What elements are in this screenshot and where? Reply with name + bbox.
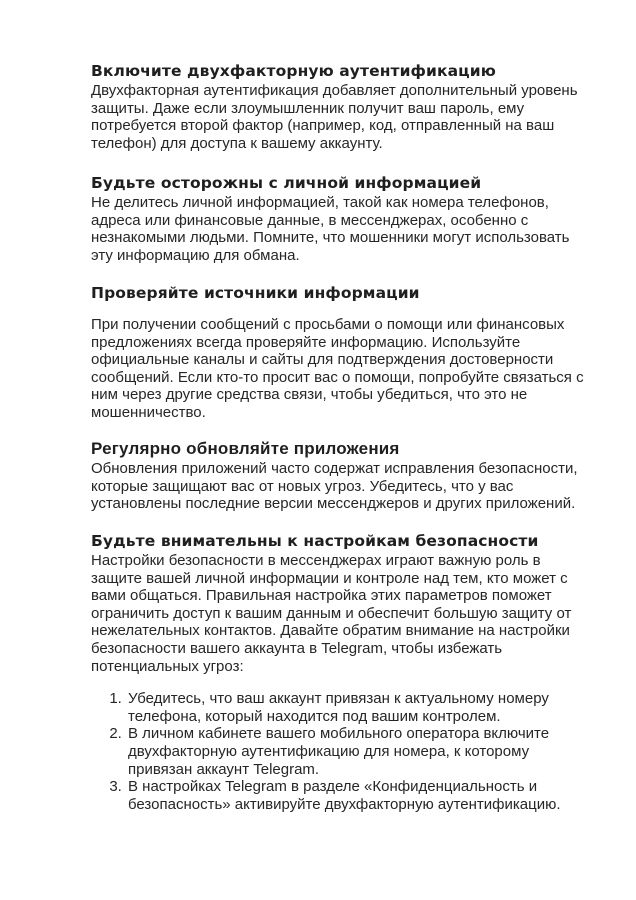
section-heading: Будьте осторожны с личной информацией	[91, 174, 482, 192]
list-item: 3. В настройках Telegram в разделе «Конфиденциальность и безопасность» активируйте двухфакторную аутентификацию.	[126, 778, 591, 813]
section-verify-sources	[91, 282, 591, 422]
section-body: Двухфакторная аутентификация добавляет дополнительный уровень защиты. Даже если злоумышленник получит ваш пароль, ему потребуется второй фактор (например, код, отправленный на ваш телефон) для доступа к вашему аккаунту.	[91, 82, 578, 152]
section-heading: Проверяйте источники информации	[91, 284, 420, 302]
section-body: При получении сообщений с просьбами о помощи или финансовых предложениях всегда проверяйте информацию. Используйте официальные каналы и сайты для подтверждения достоверности сообщений. Если кто-то просит вас о помощи, попробуйте связаться с ним через другие средства связи, чтобы убедиться, что это не мошенничество.	[91, 316, 584, 421]
list-item: 1. Убедитесь, что ваш аккаунт привязан к актуальному номеру телефона, который находится под вашим контролем.	[126, 690, 591, 725]
list-item: 2. В личном кабинете вашего мобильного оператора включите двухфакторную аутентификацию для номера, к которому привязан аккаунт Telegram.	[126, 725, 591, 778]
section-update-apps	[91, 438, 591, 513]
section-body: Настройки безопасности в мессенджерах играют важную роль в защите вашей личной информации и контроле над тем, кто может с вами общаться. Правильная настройка этих параметров поможет ограничить доступ к вашим данным и обеспечит большую защиту от нежелательных контактов. Давайте обратим внимание на настройки безопасности вашего аккаунта в Telegram, чтобы избежать потенциальных угроз:	[91, 552, 572, 675]
section-heading: Включите двухфакторную аутентификацию	[91, 62, 496, 80]
section-security-settings	[91, 530, 591, 813]
section-body: Не делитесь личной информацией, такой как номера телефонов, адреса или финансовые данные, в мессенджерах, особенно с незнакомыми людьми. Помните, что мошенники могут использовать эту информацию для обмана.	[91, 194, 570, 264]
section-body: Обновления приложений часто содержат исправления безопасности, которые защищают вас от новых угроз. Убедитесь, что у вас установлены последние версии мессенджеров и других приложений.	[91, 460, 578, 513]
section-two-factor	[91, 60, 591, 152]
section-heading: Будьте внимательны к настройкам безопасности	[91, 532, 539, 550]
section-heading: Регулярно обновляйте приложения	[91, 439, 400, 458]
section-personal-info	[91, 172, 591, 264]
security-steps-list	[91, 690, 591, 813]
